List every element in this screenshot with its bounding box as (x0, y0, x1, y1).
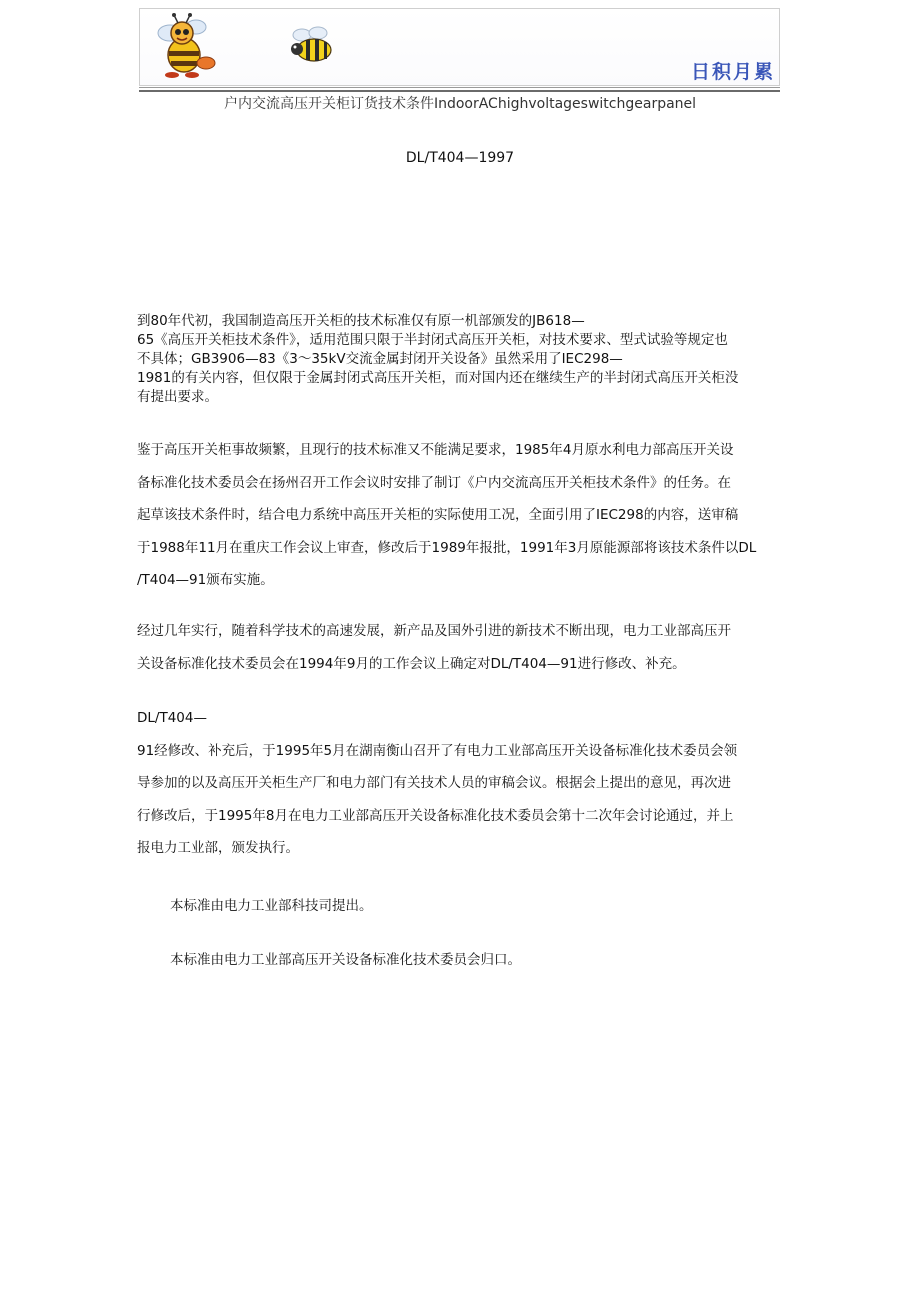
text-line: DL/T404— (137, 710, 207, 726)
text-line: 91经修改、补充后，于1995年5月在湖南衡山召开了有电力工业部高压开关设备标准化技术委员会领 (137, 742, 738, 759)
text-line: /T404—91颁布实施。 (137, 572, 274, 588)
text-line: 行修改后，于1995年8月在电力工业部高压开关设备标准化技术委员会第十二次年会讨论通过，并上 (137, 807, 734, 824)
standard-code: DL/T404—1997 (405, 150, 515, 166)
text-line: 1981的有关内容，但仅限于金属封闭式高压开关柜，而对国内还在继续生产的半封闭式高压开关柜没 (137, 370, 739, 386)
paragraph-approval (137, 702, 782, 865)
text-line: 关设备标准化技术委员会在1994年9月的工作会议上确定对DL/T404—91进行修改、补充。 (137, 655, 686, 672)
text-line: 65《高压开关柜技术条件》，适用范围只限于半封闭式高压开关柜，对技术要求、型式试验等规定也 (137, 332, 728, 348)
small-bee-icon (288, 25, 336, 65)
administrator-statement: 本标准由电力工业部高压开关设备标准化技术委员会归口。 (170, 952, 521, 968)
text-line: 到80年代初，我国制造高压开关柜的技术标准仅有原一机部颁发的JB618— (137, 313, 585, 329)
text-line: 起草该技术条件时，结合电力系统中高压开关柜的实际使用工况，全面引用了IEC298的内容，送审稿 (137, 507, 739, 523)
proposer-statement: 本标准由电力工业部科技司提出。 (170, 898, 373, 914)
header-rule-thin (139, 87, 780, 88)
text-line: 有提出要求。 (137, 389, 218, 405)
document-title: 户内交流高压开关柜订货技术条件IndoorAChighvoltageswitchgearpanel (223, 96, 697, 112)
text-line: 导参加的以及高压开关柜生产厂和电力部门有关技术人员的审稿会议。根据会上提出的意见，再次进 (137, 775, 731, 791)
text-line: 于1988年11月在重庆工作会议上审查，修改后于1989年报批，1991年3月原能源部将该技术条件以DL (137, 539, 757, 556)
paragraph-history (137, 434, 782, 597)
paragraph-revision-decision (137, 615, 782, 680)
text-line: 鉴于高压开关柜事故频繁，且现行的技术标准又不能满足要求，1985年4月原水利电力部高压开关设 (137, 442, 734, 458)
slogan-logo-text: 日积月累 (690, 61, 775, 83)
text-line: 备标准化技术委员会在扬州召开工作会议时安排了制订《户内交流高压开关柜技术条件》的任务。在 (137, 474, 731, 491)
text-line: 经过几年实行，随着科学技术的高速发展，新产品及国外引进的新技术不断出现，电力工业部高压开 (137, 623, 731, 639)
paragraph-background (137, 312, 782, 407)
header-rule-thick (139, 90, 780, 92)
text-line: 报电力工业部，颁发执行。 (137, 840, 299, 856)
cartoon-bee-icon (152, 13, 218, 79)
header-banner (139, 8, 780, 86)
text-line: 不具体；GB3906—83《3～35kV交流金属封闭开关设备》虽然采用了IEC298— (137, 351, 623, 367)
